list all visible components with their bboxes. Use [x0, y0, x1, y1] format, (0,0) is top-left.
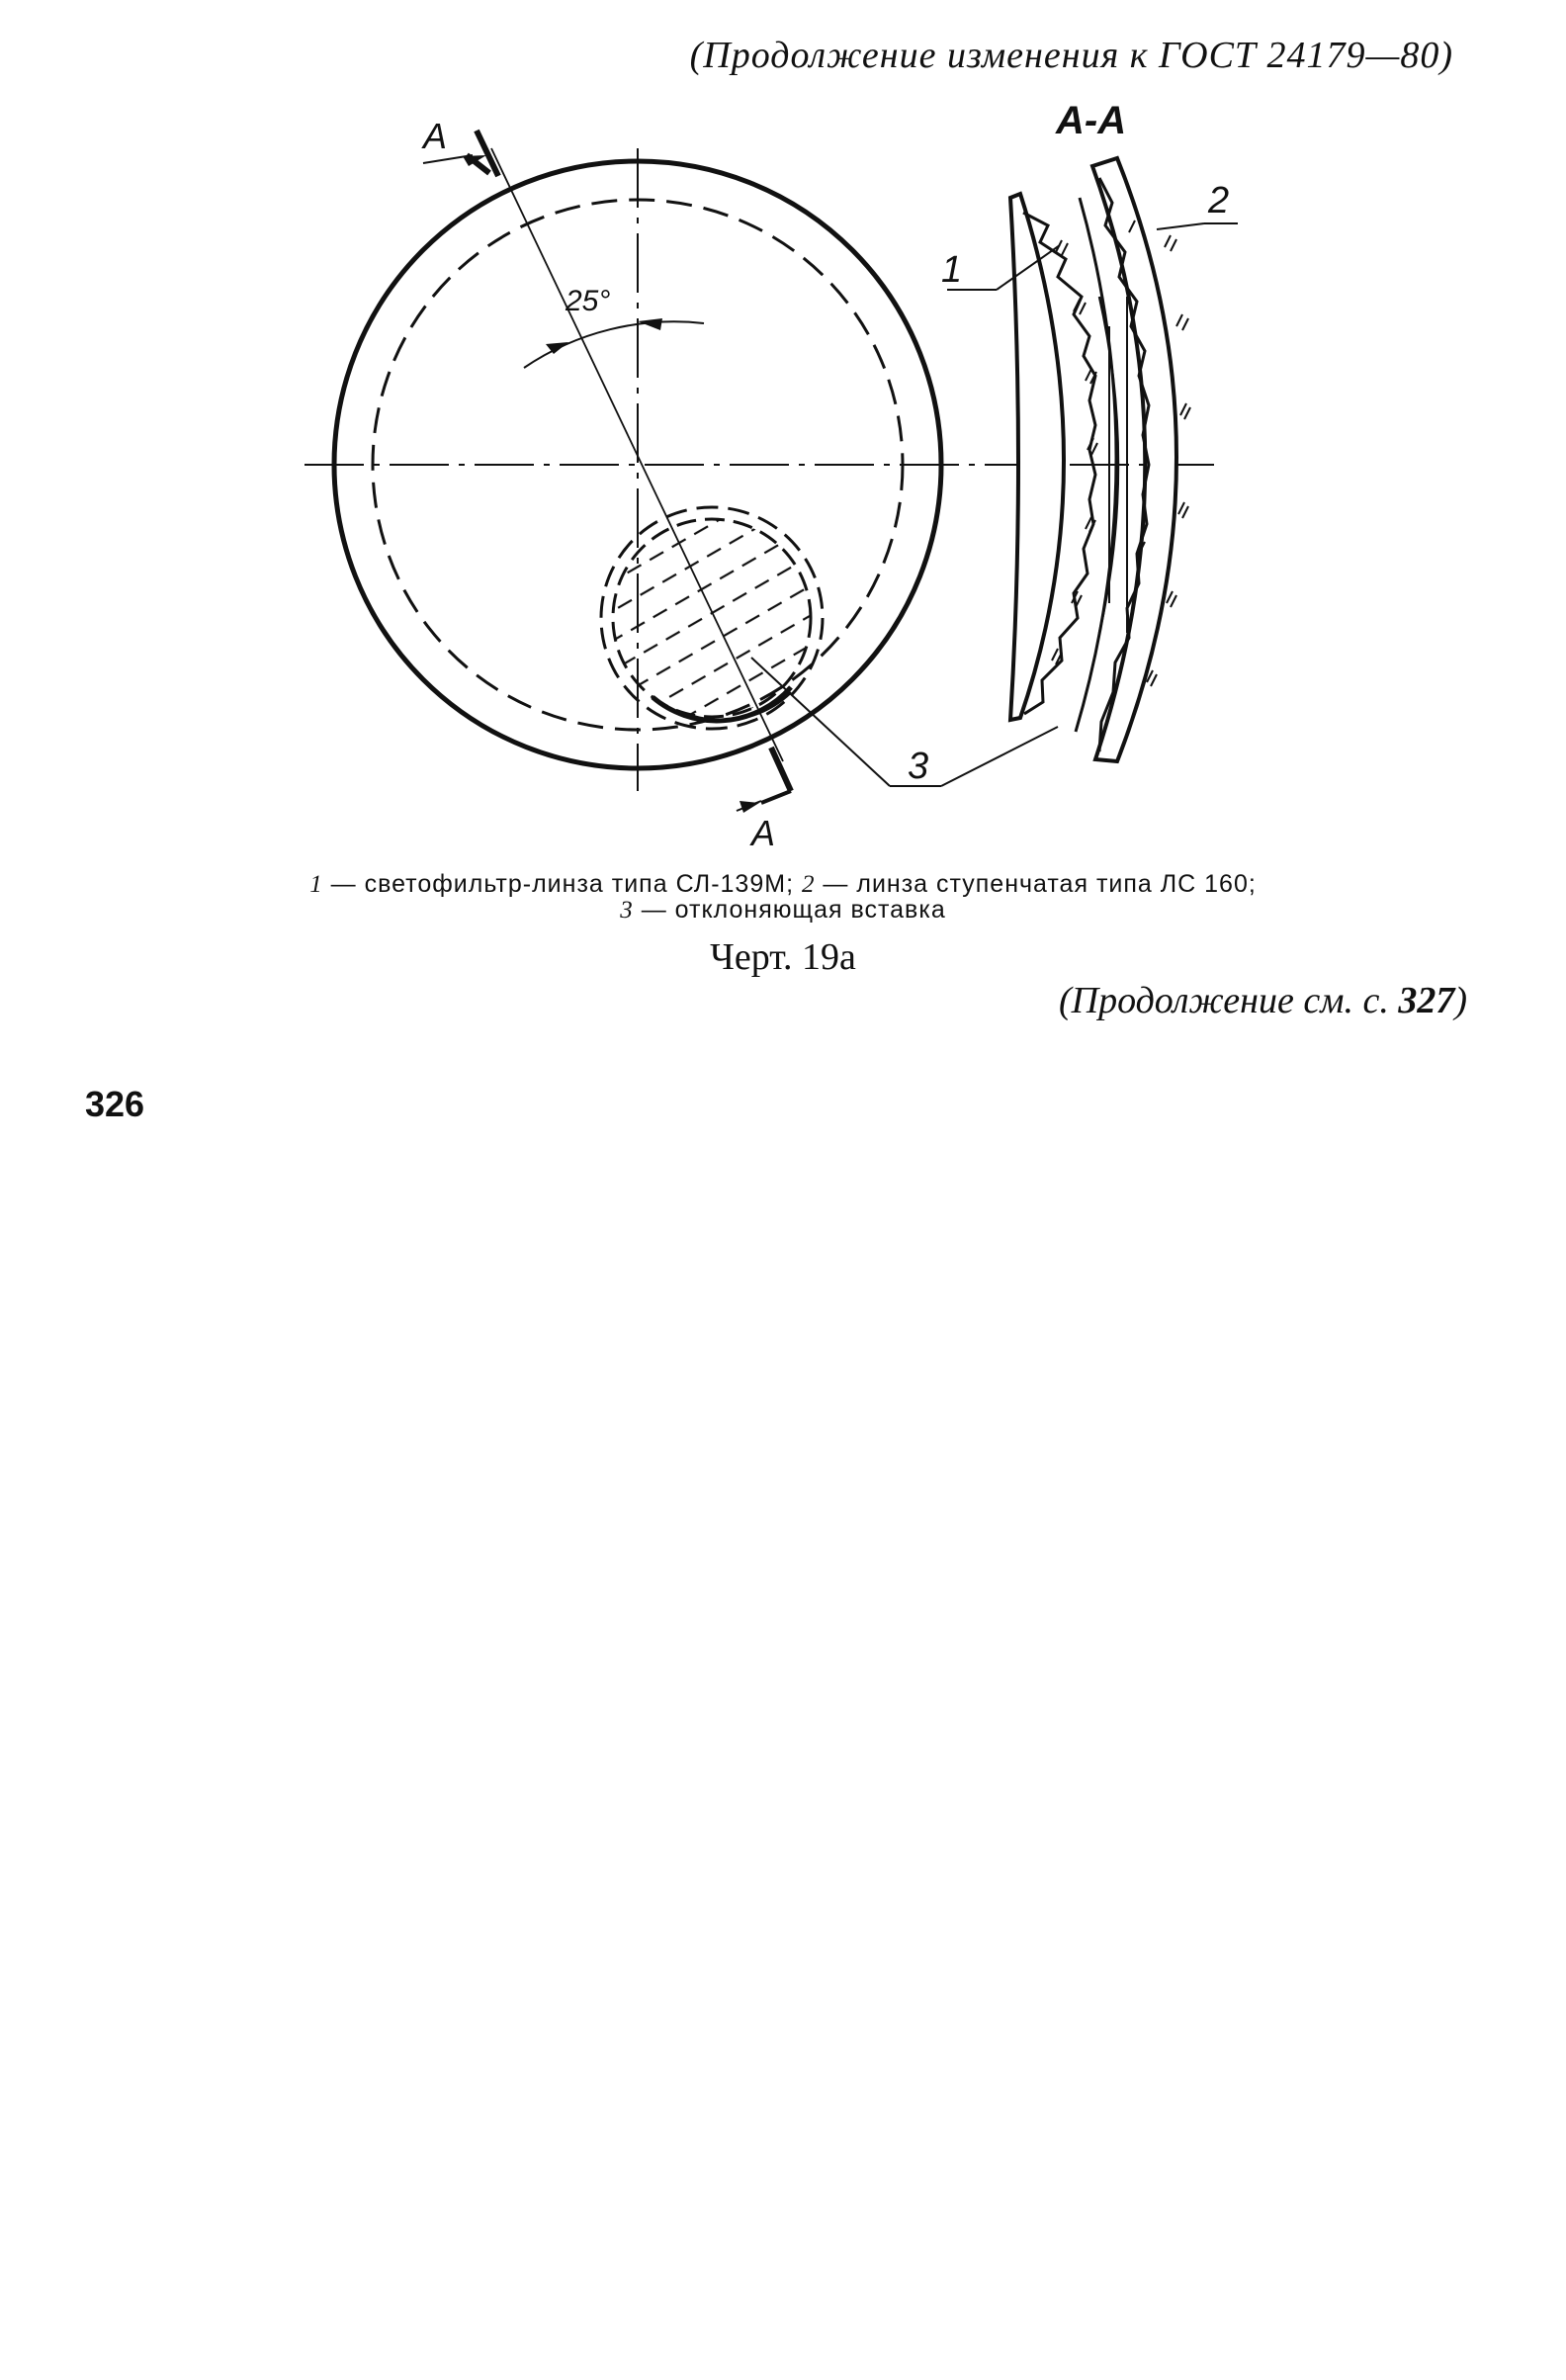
technical-drawing	[0, 0, 1566, 890]
section-marker-top	[421, 116, 498, 176]
page-header: (Продолжение изменения к ГОСТ 24179—80)	[689, 35, 1453, 76]
angle-value-label: 25°	[566, 285, 611, 317]
angle-label: А	[0, 0, 1, 1]
angle-dimension	[0, 0, 704, 368]
section-marker-top-label: А	[423, 116, 448, 156]
section-title: А-А	[1056, 99, 1127, 142]
svg-text:3: 3	[908, 746, 929, 787]
callout-2	[1157, 180, 1238, 229]
figure-title: Черт. 19а	[710, 936, 856, 978]
caption-line-2: 3 — отклоняющая вставка	[620, 896, 946, 924]
continued-note: (Продолжение см. с. 327)	[1058, 980, 1467, 1021]
svg-text:1: 1	[941, 249, 963, 291]
deflecting-insert	[601, 507, 823, 729]
stepped-lens	[1092, 158, 1176, 761]
caption-line-1: 1 — светофильтр-линза типа СЛ-139М; 2 — линза ступенчатая типа ЛС 160;	[309, 870, 1257, 898]
section-view	[751, 99, 1238, 787]
page-number: 326	[85, 1084, 145, 1124]
filter-lens	[1010, 194, 1064, 720]
svg-text:2: 2	[1208, 180, 1230, 221]
section-marker-bottom	[737, 748, 791, 853]
section-marker-bottom-label: А	[751, 813, 776, 853]
